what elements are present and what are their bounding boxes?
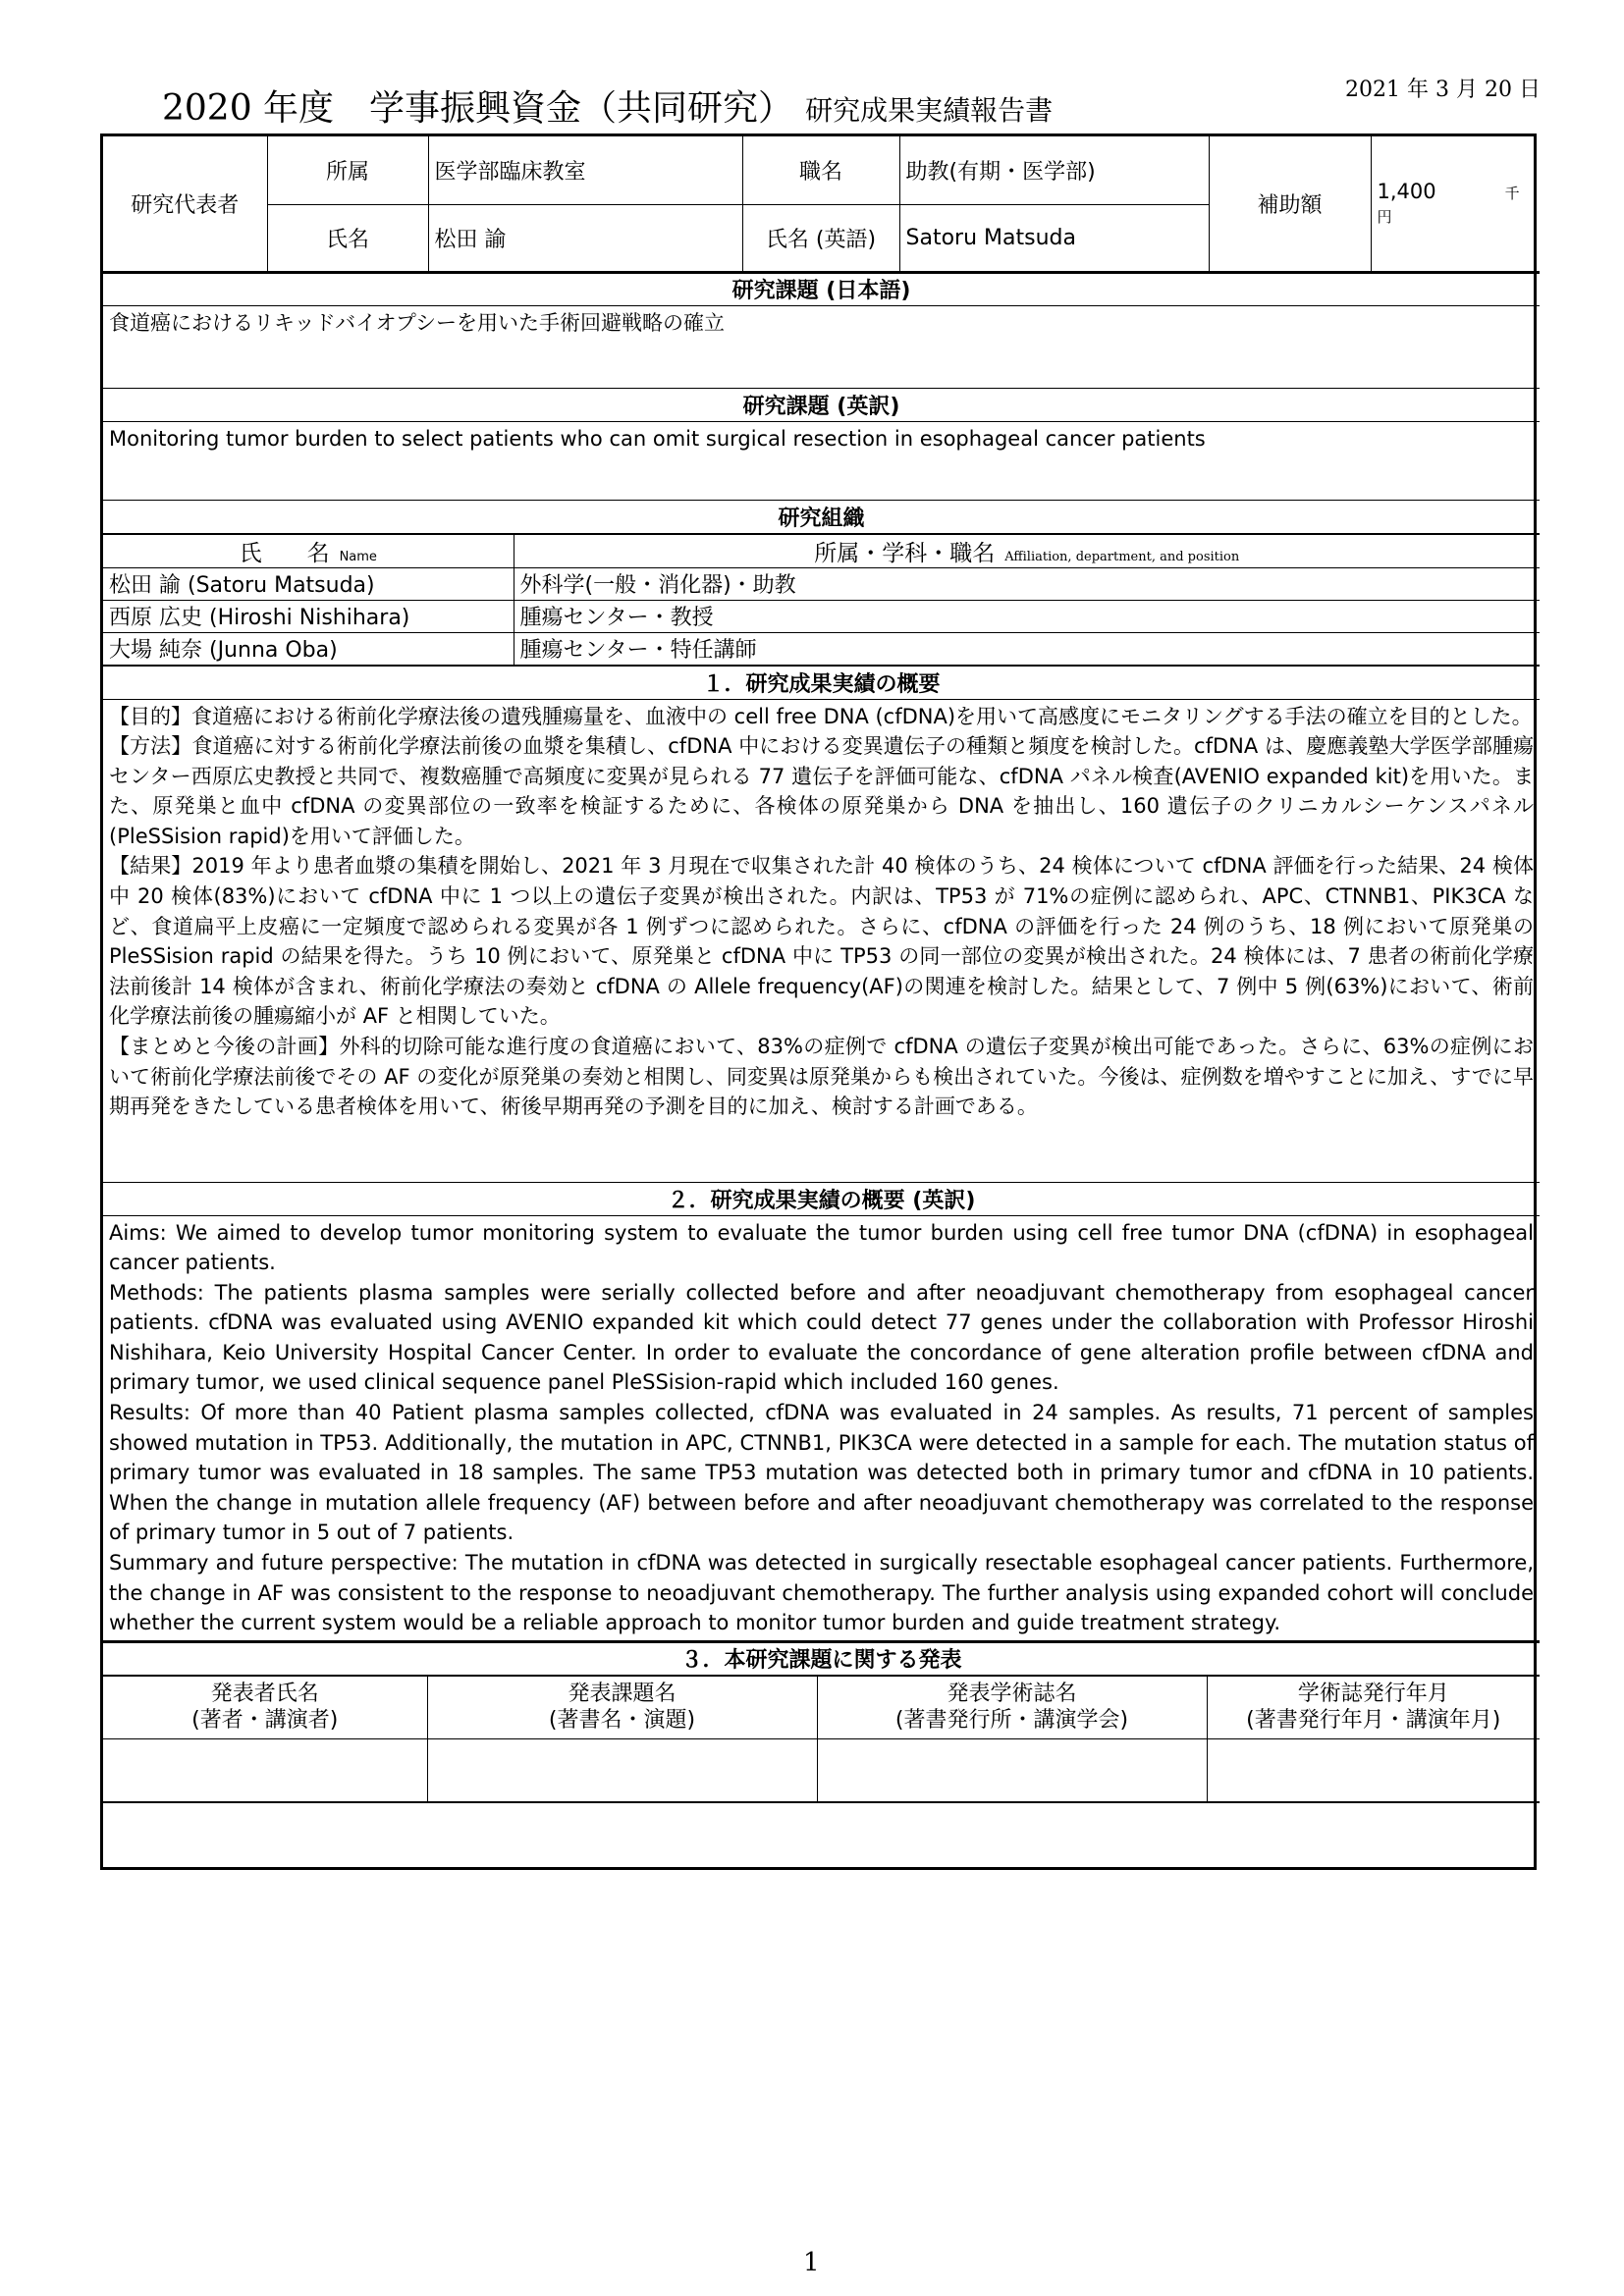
- summary-jp-body: [103, 699, 1540, 1182]
- topic-en-text: Monitoring tumor burden to select patients who can omit surgical resection in esophageal cancer patients: [103, 421, 1540, 500]
- summary-jp-plan: 【まとめと今後の計画】外科的切除可能な進行度の食道癌において、83%の症例で cfDNA の遺伝子変異が検出可能であった。さらに、63%の症例において術前化学療法前後でその AF の変化が原発巣の奏効と相関し、同変異は原発巣からも検出されていた。今後は、症例数を増やすことに加え、すでに早期再発をきたしている患者検体を用いて、術後早期再発の予測を目的に加え、検討する計画である。: [109, 1035, 1534, 1119]
- member-name: 西原 広史 (Hiroshi Nishihara): [103, 600, 514, 632]
- org-heading: 研究組織: [103, 500, 1540, 533]
- report-date: 2021 年 3 月 20 日: [1345, 78, 1541, 102]
- pub-col-date-title: 学術誌発行年月: [1297, 1682, 1449, 1707]
- name-en-value: Satoru Matsuda: [899, 204, 1209, 272]
- member-affil: 腫瘍センター・特任講師: [514, 632, 1540, 665]
- member-name: 大場 純奈 (Junna Oba): [103, 632, 514, 665]
- summary-en-methods: Methods: The patients plasma samples were serially collected before and after neoadjuvant chemotherapy from esophageal cancer patients. cfDNA was evaluated using AVENIO expanded kit which could detect 77 genes under the collaboration with Professor Hiroshi Nishihara, Keio University Hospital Cancer Center. In order to evaluate the concordance of gene alteration profile between cfDNA and primary tumor, we used clinical sequence panel PleSSision-rapid which included 160 genes.: [109, 1280, 1534, 1395]
- topic-jp-text: 食道癌におけるリキッドバイオプシーを用いた手術回避戦略の確立: [103, 305, 1540, 388]
- pub-col-topic: [427, 1676, 817, 1738]
- pub-col-author: [103, 1676, 427, 1738]
- pub-col-author-sub: (著者・講演者): [191, 1708, 339, 1734]
- pub-col-author-title: 発表者氏名: [210, 1682, 319, 1707]
- affil-label: 所属: [267, 136, 428, 204]
- page-title: [162, 80, 1053, 131]
- summary-en-summary: Summary and future perspective: The mutation in cfDNA was detected in surgically resectable esophageal cancer patients. Furthermore, the change in AF was consistent to the response to neoadjuvant chemotherapy. The further analysis using expanded cohort will conclude whether the current system would be a reliable approach to monitor tumor burden and guide treatment strategy.: [109, 1551, 1534, 1635]
- grant-unit: 千円: [1377, 185, 1520, 227]
- rep-label: 研究代表者: [103, 136, 267, 272]
- title-sub: 研究成果実績報告書: [805, 94, 1054, 127]
- name-en-label: 氏名 (英語): [742, 204, 899, 272]
- pub-col-topic-sub: (著書名・演題): [548, 1708, 696, 1734]
- org-col-name-text: 氏 名: [239, 540, 330, 566]
- member-affil: 腫瘍センター・教授: [514, 600, 1540, 632]
- org-section: [103, 533, 1540, 666]
- org-col-affil-text: 所属・学科・職名: [814, 540, 996, 566]
- publications-heading: ３．本研究課題に関する発表: [103, 1641, 1540, 1675]
- summary-en-heading: ２．研究成果実績の概要 (英訳): [103, 1182, 1540, 1215]
- pub-cell-author: [103, 1738, 427, 1801]
- pub-col-date: [1207, 1676, 1540, 1738]
- position-label: 職名: [742, 136, 899, 204]
- summary-en-aims: Aims: We aimed to develop tumor monitoring system to evaluate the tumor burden using cell free tumor DNA (cfDNA) in esophageal cancer patients.: [109, 1220, 1534, 1275]
- publications-section: [103, 1675, 1540, 1802]
- grant-amount: [1371, 136, 1540, 272]
- pub-cell-topic: [427, 1738, 817, 1801]
- summary-jp-heading: １．研究成果実績の概要: [103, 666, 1540, 699]
- grant-label: 補助額: [1209, 136, 1371, 272]
- member-affil: 外科学(一般・消化器)・助教: [514, 567, 1540, 600]
- summary-jp-result: 【結果】2019 年より患者血漿の集積を開始し、2021 年 3 月現在で収集された計 40 検体のうち、24 検体について cfDNA 評価を行った結果、24 検体中 20 検体(83%)において cfDNA 中に 1 つ以上の遺伝子変異が検出された。内訳は、TP53 が 71%の症例に認められ、APC、CTNNB1、PIK3CA など、食道扁平上皮癌に一定頻度で認められる変異が各 1 例ずつに認められた。さらに、cfDNA の評価を行った 24 例のうち、18 例において原発巣の PleSSision rapid の結果を得た。うち 10 例において、原発巣と cfDNA 中に TP53 の同一部位の変異が検出された。24 検体には、7 患者の術前化学療法前後計 14 検体が含まれ、術前化学療法の奏効と cfDNA の Allele frequency(AF)の関連を検討した。結果として、7 例中 5 例(63%)において、術前化学療法前後の腫瘍縮小が AF と相関していた。: [109, 854, 1534, 1029]
- summary-en-results: Results: Of more than 40 Patient plasma samples collected, cfDNA was evaluated in 24 samples. As results, 71 percent of samples showed mutation in TP53. Additionally, the mutation in APC, CTNNB1, PIK3CA were detected in a sample for each. The mutation status of primary tumor was evaluated in 18 samples. The same TP53 mutation was detected both in primary tumor and cfDNA in 10 patients. When the change in mutation allele frequency (AF) between before and after neoadjuvant chemotherapy was correlated to the response of primary tumor in 5 out of 7 patients.: [109, 1401, 1534, 1545]
- pub-cell-journal: [817, 1738, 1207, 1801]
- topic-en-heading: 研究課題 (英訳): [103, 388, 1540, 421]
- page-number: 1: [803, 2248, 820, 2277]
- affil-value: 医学部臨床教室: [428, 136, 742, 204]
- pub-col-journal-title: 発表学術誌名: [947, 1682, 1077, 1707]
- pub-col-date-sub: (著書発行年月・講演年月): [1246, 1708, 1501, 1734]
- position-value: 助教(有期・医学部): [899, 136, 1209, 204]
- grant-value: 1,400: [1377, 180, 1436, 204]
- org-col-affil: [514, 534, 1540, 567]
- title-main: 2020 年度 学事振興資金（共同研究）: [162, 88, 794, 129]
- pub-col-topic-title: 発表課題名: [568, 1682, 677, 1707]
- main-table: [103, 136, 1540, 1803]
- pub-col-journal-sub: (著書発行所・講演学会): [894, 1708, 1129, 1734]
- summary-jp-method: 【方法】食道癌に対する術前化学療法前後の血漿を集積し、cfDNA 中における変異遺伝子の種類と頻度を検討した。cfDNA は、慶應義塾大学医学部腫瘍センター西原広史教授と共同で、複数癌腫で高頻度に変異が見られる 77 遺伝子を評価可能な、cfDNA パネル検査(AVENIO expanded kit)を用いた。また、原発巣と血中 cfDNA の変異部位の一致率を検証するために、各検体の原発巣から DNA を抽出し、160 遺伝子のクリニカルシーケンスパネル(PleSSision rapid)を用いて評価した。: [109, 734, 1534, 848]
- org-col-name-en: Name: [339, 549, 377, 564]
- topic-jp-heading: 研究課題 (日本語): [103, 272, 1540, 305]
- summary-jp-aim: 【目的】食道癌における術前化学療法後の遺残腫瘍量を、血液中の cell free DNA (cfDNA)を用いて高感度にモニタリングする手法の確立を目的とした。: [109, 704, 1533, 728]
- pub-cell-date: [1207, 1738, 1540, 1801]
- report-form: [100, 133, 1537, 1870]
- pub-col-journal: [817, 1676, 1207, 1738]
- org-table: [103, 534, 1540, 666]
- publications-table: [103, 1676, 1540, 1802]
- name-label: 氏名: [267, 204, 428, 272]
- summary-en-body: [103, 1215, 1540, 1641]
- name-value: 松田 諭: [428, 204, 742, 272]
- org-col-name: [103, 534, 514, 567]
- member-name: 松田 諭 (Satoru Matsuda): [103, 567, 514, 600]
- org-col-affil-en: Affiliation, department, and position: [1004, 549, 1240, 564]
